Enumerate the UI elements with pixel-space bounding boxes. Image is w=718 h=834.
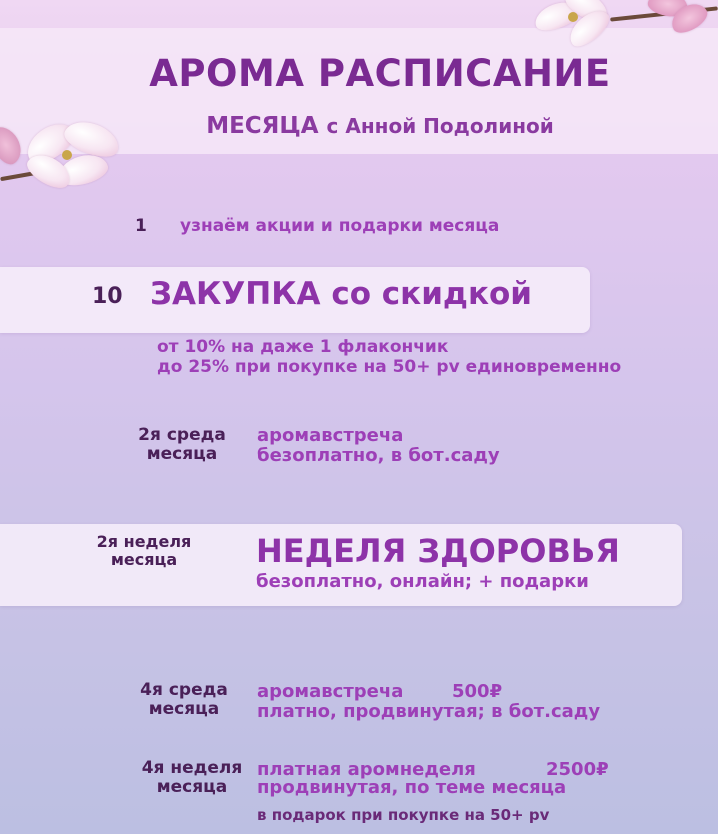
subtitle-month: МЕСЯЦА <box>206 113 319 139</box>
when-line-2: месяца <box>110 550 178 569</box>
health-week-headline: НЕДЕЛЯ ЗДОРОВЬЯ <box>256 532 620 570</box>
health-week-desc: безоплатно, онлайн; + подарки <box>256 571 589 592</box>
discount-line-2: до 25% при покупке на 50+ pv единовременно <box>157 357 622 377</box>
paid-aroma-week-price: 2500₽ <box>546 759 609 780</box>
paid-aroma-week-gift-note: в подарок при покупке на 50+ pv <box>257 806 550 824</box>
discount-headline: ЗАКУПКА со скидкой <box>150 276 533 312</box>
aroma-meeting-paid-title: аромавстреча <box>257 681 404 702</box>
when-line-1: 2я среда <box>138 425 226 445</box>
aroma-meeting-paid-price: 500₽ <box>452 681 503 702</box>
schedule-when-2nd-wednesday <box>118 426 246 464</box>
page-subtitle <box>0 113 718 139</box>
subtitle-author: с Анной Подолиной <box>326 114 554 138</box>
schedule-when-2nd-week <box>78 533 210 569</box>
magnolia-flower-top-right-icon <box>520 0 718 40</box>
when-line-1: 2я неделя <box>96 532 192 551</box>
schedule-day-1: 1 <box>135 216 147 236</box>
when-line-2: месяца <box>156 777 228 797</box>
aroma-meeting-desc: безоплатно, в бот.саду <box>257 445 500 466</box>
aroma-meeting-paid-desc: платно, продвинутая; в бот.саду <box>257 701 601 722</box>
page-title: АРОМА РАСПИСАНИЕ <box>149 52 611 95</box>
when-line-1: 4я среда <box>140 680 228 700</box>
paid-aroma-week-desc: продвинутая, по теме месяца <box>257 777 567 798</box>
schedule-text-1: узнаём акции и подарки месяца <box>180 216 500 236</box>
aroma-meeting-free <box>257 426 500 466</box>
aroma-meeting-title: аромавстреча <box>257 425 404 446</box>
when-line-1: 4я неделя <box>141 758 243 778</box>
discount-line-1: от 10% на даже 1 флакончик <box>157 337 449 357</box>
schedule-day-10: 10 <box>92 284 123 309</box>
when-line-2: месяца <box>148 699 220 719</box>
paid-aroma-week-title: платная аромнеделя <box>257 759 476 780</box>
schedule-when-4th-week <box>128 759 256 797</box>
schedule-when-4th-wednesday <box>120 681 248 719</box>
when-line-2: месяца <box>146 444 218 464</box>
